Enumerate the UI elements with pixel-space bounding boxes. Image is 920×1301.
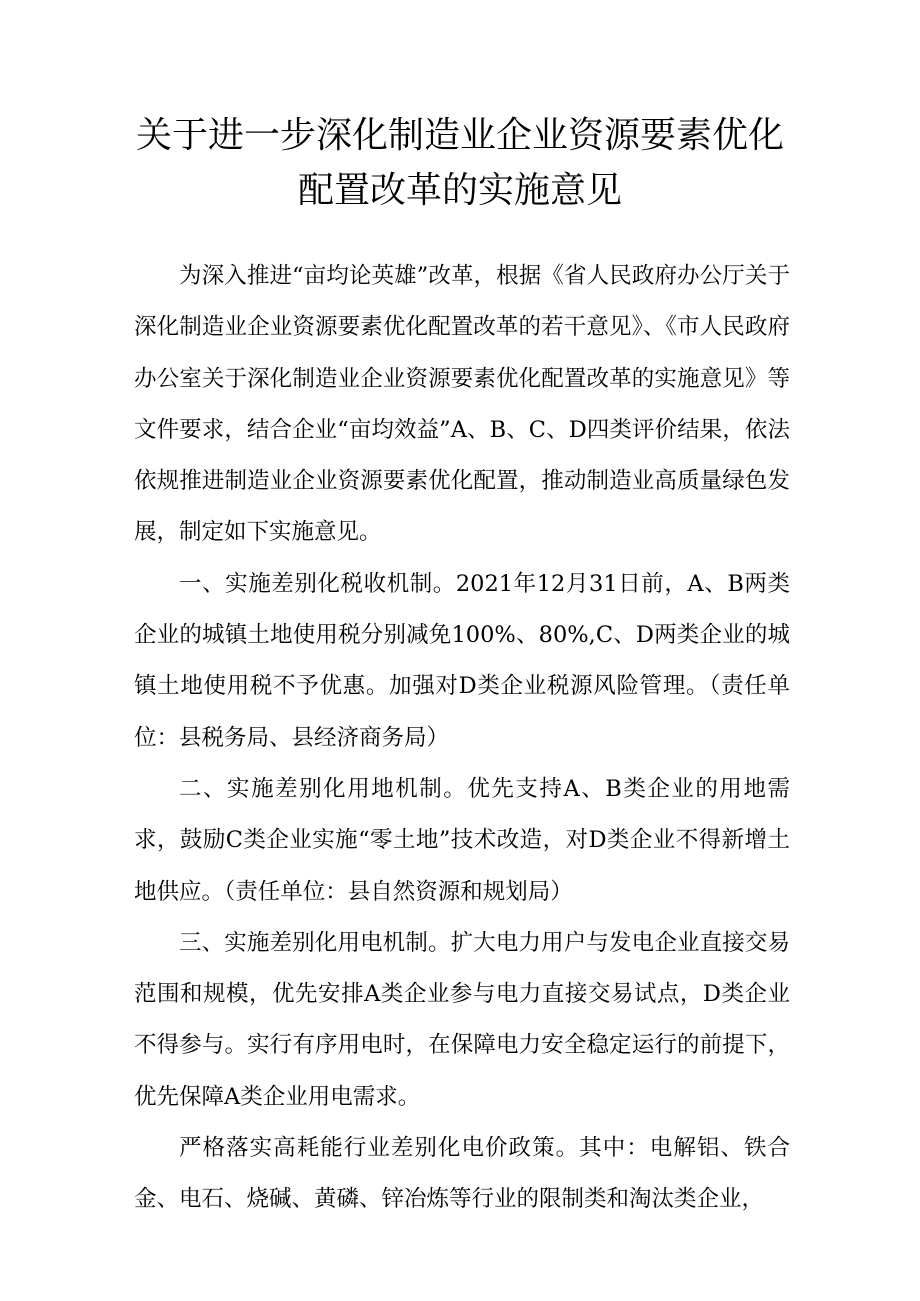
document-body <box>134 251 790 1226</box>
title-line-2: 配置改革的实施意见 <box>297 170 622 211</box>
paragraph-power-mechanism: 三、实施差别化用电机制。扩大电力用户与发电企业直接交易范围和规模，优先安排A类企业参与电力直接交易试点，D类企业不得参与。实行有序用电时，在保障电力安全稳定运行的前提下，优先保障A类企业用电需求。 <box>134 929 790 1110</box>
title-line-1: 关于进一步深化制造业企业资源要素优化 <box>135 115 784 156</box>
paragraph-intro: 为深入推进“亩均论英雄”改革，根据《省人民政府办公厅关于深化制造业企业资源要素优化配置改革的若干意见》、《市人民政府办公室关于深化制造业企业资源要素优化配置改革的实施意见》等文件要求，结合企业“亩均效益”A、B、C、D四类评价结果，依法依规推进制造业企业资源要素优化配置，推动制造业高质量绿色发展，制定如下实施意见。 <box>134 263 790 546</box>
paragraph-land-mechanism: 二、实施差别化用地机制。优先支持A、B类企业的用地需求，鼓励C类企业实施“零土地”技术改造，对D类企业不得新增土地供应。（责任单位：县自然资源和规划局） <box>134 775 790 905</box>
document-title <box>130 108 790 218</box>
paragraph-tax-mechanism: 一、实施差别化税收机制。2021年12月31日前，A、B两类企业的城镇土地使用税分别减免100%、80%,C、D两类企业的城镇土地使用税不予优惠。加强对D类企业税源风险管理。（责任单位：县税务局、县经济商务局） <box>134 570 790 751</box>
paragraph-electricity-pricing: 严格落实高耗能行业差别化电价政策。其中：电解铝、铁合金、电石、烧碱、黄磷、锌冶炼等行业的限制类和淘汰类企业， <box>134 1135 790 1213</box>
